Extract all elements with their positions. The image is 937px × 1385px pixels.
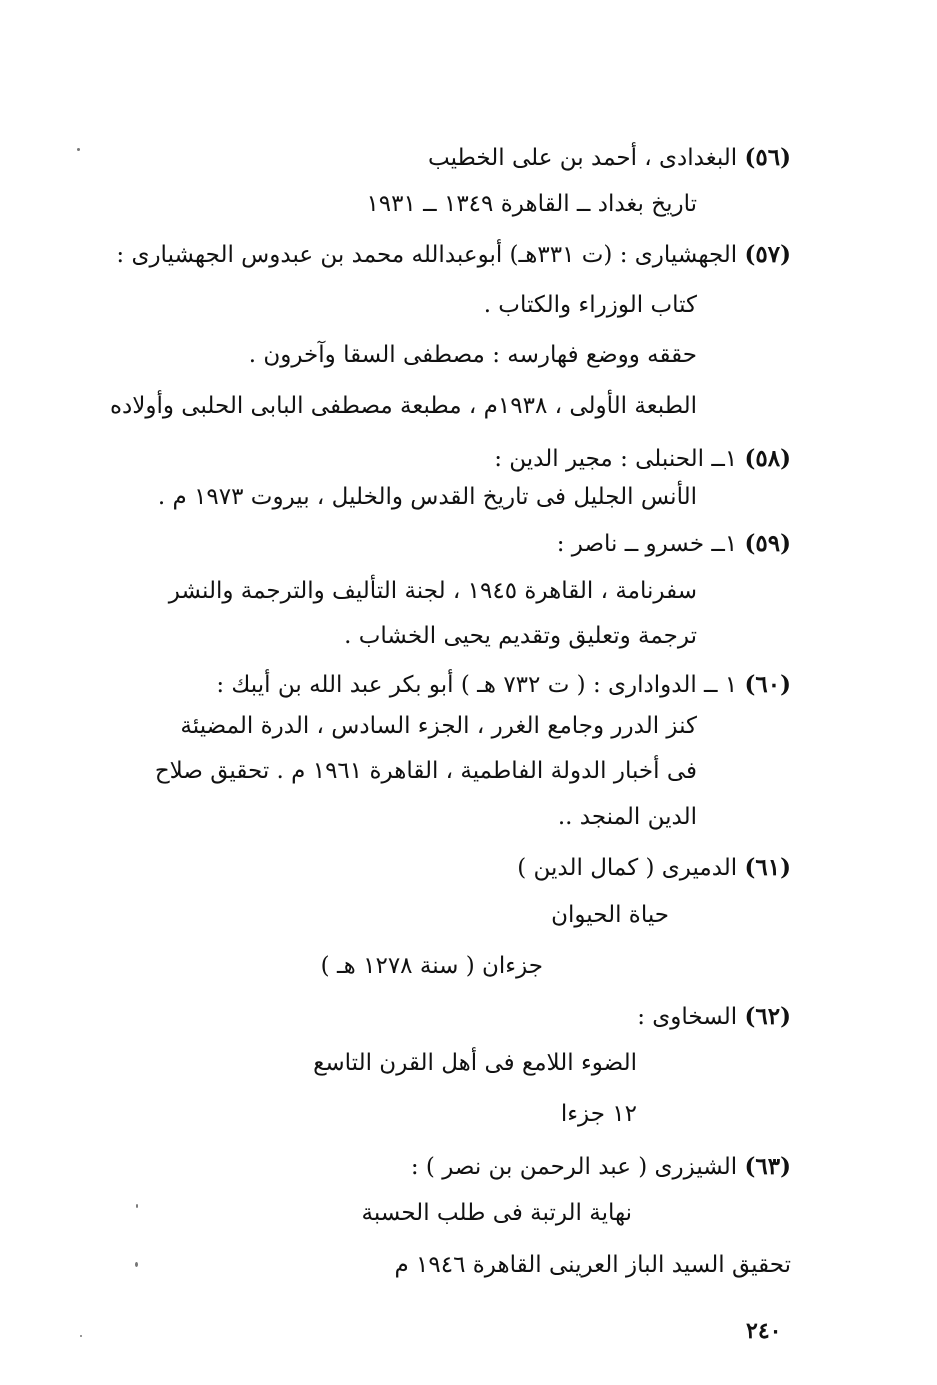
entry-59-line-3: ترجمة وتعليق وتقديم يحيى الخشاب . bbox=[344, 623, 697, 649]
entry-58-number: (٥٨) bbox=[744, 445, 791, 472]
entry-58-author: ١ــ الحنبلى : مجير الدين : bbox=[494, 446, 738, 472]
entry-60-line-3: فى أخبار الدولة الفاطمية ، القاهرة ١٩٦١ م . تحقيق صلاح bbox=[154, 758, 697, 784]
entry-59-line-2: سفرنامة ، القاهرة ١٩٤٥ ، لجنة التأليف والترجمة والنشر bbox=[168, 578, 697, 604]
entry-60-author: ١ ــ الدوادارى : ( ت ٧٣٢ هـ ) أبو بكر عبد الله بن أيبك : bbox=[216, 672, 738, 698]
entry-56-heading bbox=[428, 143, 791, 173]
entry-62-author: السخاوى : bbox=[637, 1004, 738, 1030]
scan-speck bbox=[77, 148, 80, 151]
entry-61-number: (٦١) bbox=[744, 854, 791, 881]
entry-57-line-4: الطبعة الأولى ، ١٩٣٨م ، مطبعة مصطفى البابى الحلبى وأولاده bbox=[109, 393, 697, 419]
entry-61-line-2: حياة الحيوان bbox=[551, 902, 669, 928]
entry-60-line-2: كنز الدرر وجامع الغرر ، الجزء السادس ، الدرة المضيئة bbox=[180, 713, 697, 739]
entry-63-number: (٦٣) bbox=[744, 1153, 791, 1180]
entry-63-author: الشيزرى ( عبد الرحمن بن نصر ) : bbox=[410, 1154, 738, 1180]
entry-61-line-3: جزءان ( سنة ١٢٧٨ هـ ) bbox=[320, 953, 543, 979]
entry-63-line-3: تحقيق السيد الباز العرينى القاهرة ١٩٤٦ م bbox=[394, 1252, 791, 1278]
entry-62-line-2: الضوء اللامع فى أهل القرن التاسع bbox=[313, 1050, 637, 1076]
entry-62-line-3: ١٢ جزءا bbox=[560, 1101, 637, 1127]
entry-58-line-2: الأنس الجليل فى تاريخ القدس والخليل ، بيروت ١٩٧٣ م . bbox=[157, 484, 697, 510]
entry-60-line-4: الدين المنجد .. bbox=[557, 804, 697, 830]
entry-57-line-3: حققه ووضع فهارسه : مصطفى السقا وآخرون . bbox=[248, 342, 697, 368]
entry-60-heading bbox=[216, 670, 791, 700]
entry-57-author: الجهشيارى : (ت ٣٣١هـ) أبوعبدالله محمد بن عبدوس الجهشيارى : bbox=[116, 242, 738, 268]
entry-62-heading bbox=[637, 1002, 791, 1032]
entry-59-author: ١ــ خسرو ــ ناصر : bbox=[556, 531, 738, 557]
entry-59-heading bbox=[557, 529, 791, 559]
entry-57-line-2: كتاب الوزراء والكتاب . bbox=[483, 292, 697, 318]
entry-59-number: (٥٩) bbox=[744, 530, 791, 557]
entry-62-number: (٦٢) bbox=[744, 1003, 791, 1030]
entry-56-line-2: تاريخ بغداد ــ القاهرة ١٣٤٩ ــ ١٩٣١ bbox=[366, 191, 697, 217]
entry-63-line-2: نهاية الرتبة فى طلب الحسبة bbox=[361, 1200, 632, 1226]
entry-57-number: (٥٧) bbox=[744, 241, 791, 268]
scan-speck bbox=[136, 1204, 138, 1208]
entry-56-author: البغدادى ، أحمد بن على الخطيب bbox=[428, 145, 738, 171]
entry-63-heading bbox=[411, 1152, 791, 1182]
entry-61-author: الدميرى ( كمال الدين ) bbox=[517, 855, 738, 881]
entry-58-heading bbox=[494, 444, 791, 474]
entry-61-heading bbox=[517, 853, 791, 883]
entry-57-heading bbox=[116, 240, 791, 270]
scan-speck bbox=[135, 1262, 138, 1267]
scan-speck bbox=[80, 1335, 82, 1337]
page-number: ٢٤٠ bbox=[746, 1318, 782, 1344]
entry-56-number: (٥٦) bbox=[744, 144, 791, 171]
entry-60-number: (٦٠) bbox=[744, 671, 791, 698]
